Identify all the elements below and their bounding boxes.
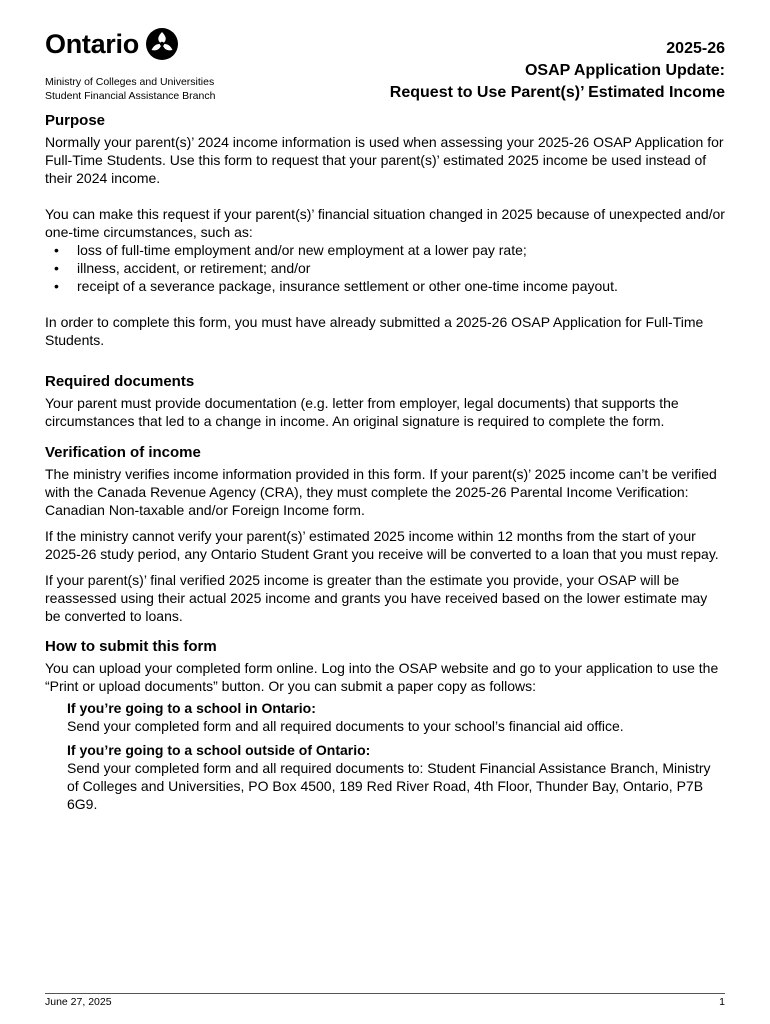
- footer-divider: [45, 993, 725, 994]
- verification-paragraph: If the ministry cannot verify your parent(s)’ estimated 2025 income within 12 months from the start of your 2025-26 study period, any Ontario Student Grant you receive will be converted to a loan that you must repay.: [45, 528, 719, 562]
- list-item: • illness, accident, or retirement; and/or: [45, 259, 725, 277]
- form-title-line: OSAP Application Update:: [524, 62, 725, 79]
- outside-school-heading: If you’re going to a school outside of Ontario:: [67, 742, 371, 758]
- form-title: [390, 38, 725, 104]
- circumstances-list: [45, 241, 725, 295]
- list-item: • loss of full-time employment and/or new employment at a lower pay rate;: [45, 241, 725, 259]
- purpose-paragraph: In order to complete this form, you must have already submitted a 2025-26 OSAP Application for Full-Time Students.: [45, 314, 704, 348]
- how-to-submit-heading: How to submit this form: [45, 638, 217, 655]
- ontario-school-heading: If you’re going to a school in Ontario:: [67, 700, 316, 716]
- purpose-heading: Purpose: [45, 112, 106, 129]
- footer-date: June 27, 2025: [45, 996, 112, 1008]
- form-body: [45, 112, 725, 813]
- submit-paragraph: You can upload your completed form online. Log into the OSAP website and go to your application to use the “Print or upload documents” button. Or you can submit a paper copy as follows:: [45, 660, 719, 694]
- outside-school-text: Send your completed form and all required documents to: Student Financial Assistance Branch, Ministry of Colleges and Universities, PO Box 4500, 189 Red River Road, 4th Floor, Thunder Bay, Ontario, P7B 6G9.: [67, 760, 711, 812]
- verification-paragraph: If your parent(s)’ final verified 2025 income is greater than the estimate you provide, your OSAP will be reassessed using their actual 2025 income and grants you have received based on the lower estimate may be converted to loans.: [45, 572, 708, 624]
- page-number: 1: [719, 996, 725, 1008]
- verification-paragraph: The ministry verifies income information provided in this form. If your parent(s)’ 2025 income can’t be verified with the Canada Revenue Agency (CRA), they must complete the 2025-26 Parental Income Verification: Canadian Non-taxable and/or Foreign Income form.: [45, 466, 717, 518]
- trillium-icon: [145, 27, 179, 61]
- ontario-school-text: Send your completed form and all required documents to your school’s financial aid office.: [67, 718, 624, 734]
- logo-text: Ontario: [45, 28, 139, 59]
- form-year: 2025-26: [666, 40, 725, 57]
- ministry-name: Ministry of Colleges and Universities: [45, 76, 215, 88]
- required-documents-heading: Required documents: [45, 373, 195, 390]
- ontario-school-instructions: [67, 699, 725, 735]
- ministry-info: [45, 75, 215, 103]
- verification-heading: Verification of income: [45, 444, 201, 461]
- purpose-paragraph: Normally your parent(s)’ 2024 income information is used when assessing your 2025-26 OSAP Application for Full-Time Students. Use this form to request that your parent(s)’ estimated 2025 income be used instead of their 2024 income.: [45, 134, 724, 186]
- form-subtitle: Request to Use Parent(s)’ Estimated Income: [389, 84, 725, 101]
- list-item: • receipt of a severance package, insurance settlement or other one-time income payout.: [45, 277, 725, 295]
- outside-school-instructions: [67, 741, 725, 813]
- ontario-logo: [45, 27, 179, 61]
- branch-name: Student Financial Assistance Branch: [45, 90, 216, 102]
- purpose-paragraph: You can make this request if your parent(s)’ financial situation changed in 2025 because of unexpected and/or one-time circumstances, such as:: [45, 206, 725, 240]
- required-documents-paragraph: Your parent must provide documentation (e.g. letter from employer, legal documents) that supports the circumstances that led to a change in income. An original signature is required to complete the form.: [45, 395, 679, 429]
